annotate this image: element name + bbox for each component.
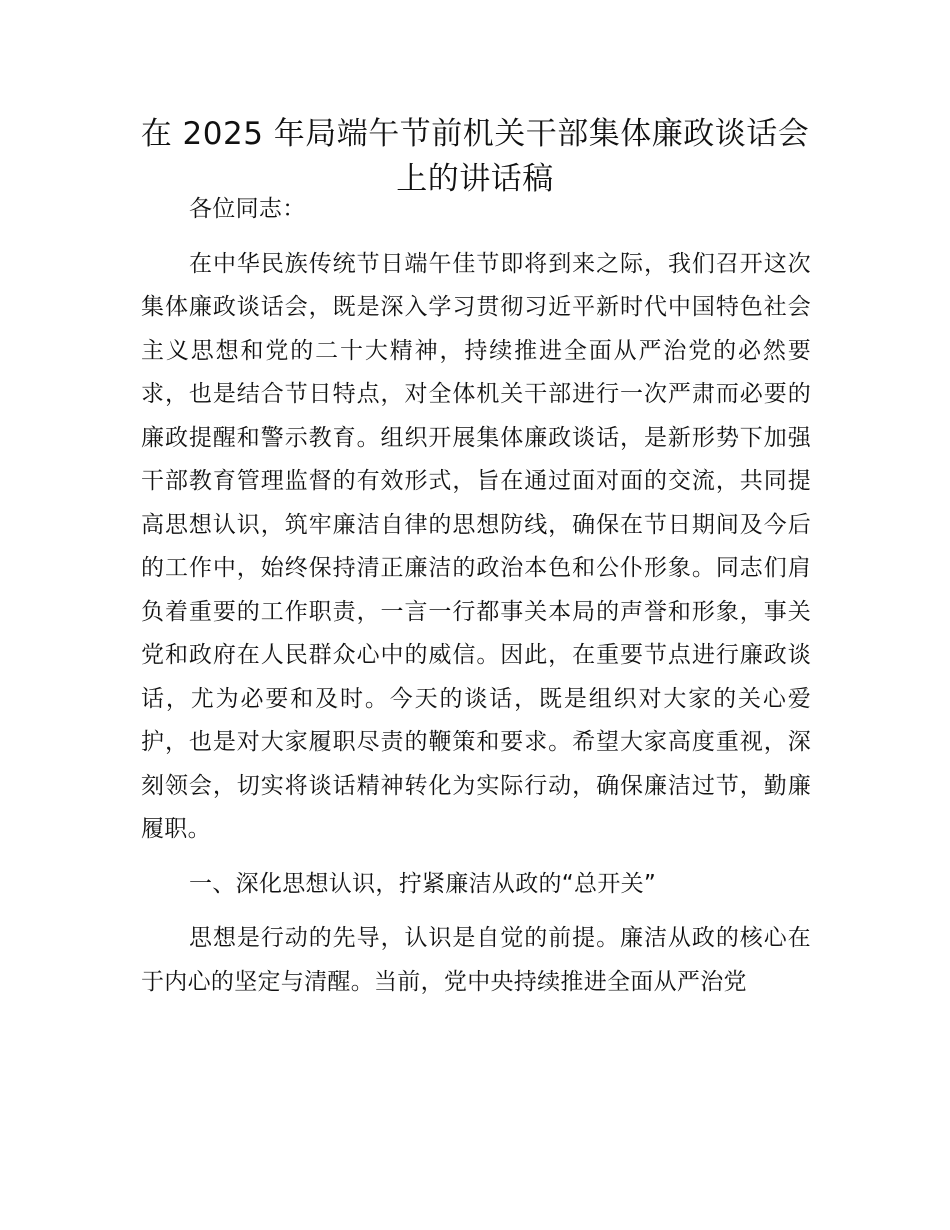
document-title: 在 2025 年局端午节前机关干部集体廉政谈话会上的讲话稿 (140, 116, 810, 197)
intro-paragraph: 在中华民族传统节日端午佳节即将到来之际，我们召开这次集体廉政谈话会，既是深入学习贯彻习近平新时代中国特色社会主义思想和党的二十大精神，持续推进全面从严治党的必然要求，也是结合节日特点，对全体机关干部进行一次严肃而必要的廉政提醒和警示教育。组织开展集体廉政谈话，是新形势下加强干部教育管理监督的有效形式，旨在通过面对面的交流，共同提高思想认识，筑牢廉洁自律的思想防线，确保在节日期间及今后的工作中，始终保持清正廉洁的政治本色和公仆形象。同志们肩负着重要的工作职责，一言一行都事关本局的声誉和形象，事关党和政府在人民群众心中的威信。因此，在重要节点进行廉政谈话，尤为必要和及时。今天的谈话，既是组织对大家的关心爱护，也是对大家履职尽责的鞭策和要求。希望大家高度重视，深刻领会，切实将谈话精神转化为实际行动，确保廉洁过节，勤廉履职。 (141, 250, 811, 842)
section-heading: 一、深化思想认识，拧紧廉洁从政的“总开关” (189, 870, 657, 897)
salutation-paragraph: 各位同志： (189, 196, 306, 222)
section-paragraph: 思想是行动的先导，认识是自觉的前提。廉洁从政的核心在于内心的坚定与清醒。当前，党中央持续推进全面从严治党 (141, 925, 811, 995)
document-body (141, 188, 811, 1015)
